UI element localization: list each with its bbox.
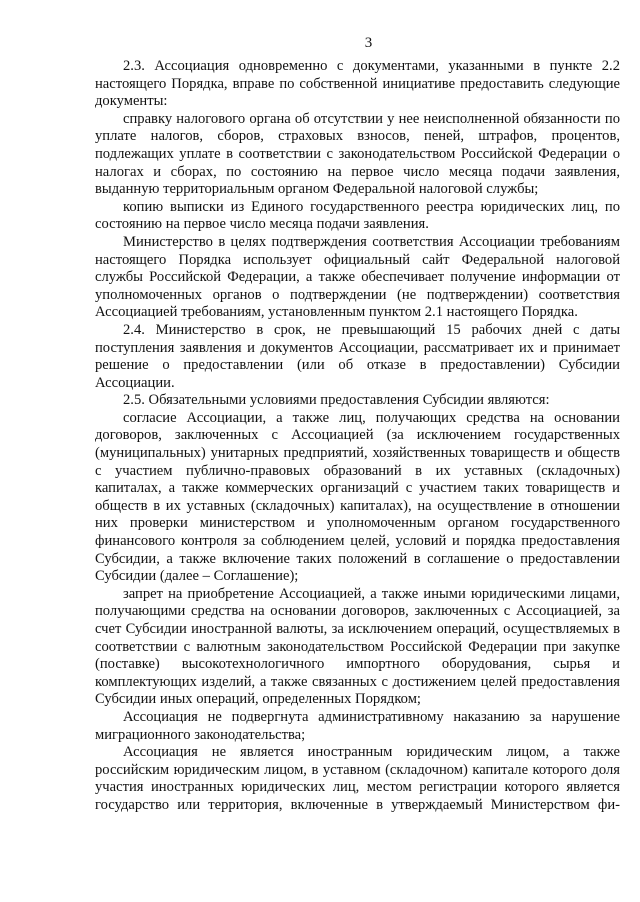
paragraph-currency-prohibition: запрет на приобретение Ассоциацией, а также иными юридическими лицами, получающими средства на основании договоров, заключенных с Ассоциацией, за счет Субсидии иностранной валюты, за исключением операций, осуществляемых в соответствии с валютным законодательством Российской Федерации при закупке (поставке) высокотехнологичного импортного оборудования, сырья и комплектующих изделий, а также связанных с достижением целей предоставления Субсидии иных операций, определенных Порядком; <box>95 585 620 708</box>
paragraph-migration-condition: Ассоциация не подвергнута административному наказанию за нарушение миграционного законодательства; <box>95 708 620 743</box>
document-body <box>95 58 620 815</box>
paragraph-2-3: 2.3. Ассоциация одновременно с документами, указанными в пункте 2.2 настоящего Порядка, вправе по собственной инициативе предоставить следующие документы: <box>95 58 620 110</box>
paragraph-2-5: 2.5. Обязательными условиями предоставления Субсидии являются: <box>123 392 550 409</box>
paragraph-registry-extract: копию выписки из Единого государственного реестра юридических лиц, по состоянию на первое число месяца подачи заявления. <box>95 198 620 233</box>
paragraph-consent-condition: согласие Ассоциации, а также лиц, получающих средства на основании договоров, заключенных с Ассоциацией (за исключением государственных (муниципальных) унитарных предприятий, хозяйственных товариществ и обществ с участием публично-правовых образований в их уставных (складочных) капиталах, а также коммерческих организаций с участием таких товариществ и обществ в их уставных (складочных) капиталах), на осуществление в отношении них проверки министерством и уполномоченным органом государственного финансового контроля за соблюдением целей, условий и порядка предоставления Субсидии, а также включение таких положений в соглашение о предоставлении Субсидии (далее – Соглашение); <box>95 409 620 585</box>
page-number: 3 <box>364 35 373 51</box>
paragraph-2-4: 2.4. Министерство в срок, не превышающий 15 рабочих дней с даты поступления заявления и документов Ассоциации, рассматривает их и принимает решение о предоставлении (или об отказе в предоставлении) Субсидии Ассоциации. <box>95 321 620 391</box>
paragraph-foreign-entity-condition: Ассоциация не является иностранным юридическим лицом, а также российским юридическим лицом, в уставном (складочном) капитале которого доля участия иностранных юридических лиц, местом регистрации которого является государство или территория, включенные в утверждаемый Министерством фи- <box>95 744 620 813</box>
paragraph-tax-certificate: справку налогового органа об отсутствии у нее неисполненной обязанности по уплате налогов, сборов, страховых взносов, пеней, штрафов, процентов, подлежащих уплате в соответствии с законодательством Российской Федерации о налогах и сборах, по состоянию на первое число месяца подачи заявления, выданную территориальным органом Федеральной налоговой службы; <box>95 110 620 198</box>
paragraph-ministry-verification: Министерство в целях подтверждения соответствия Ассоциации требованиям настоящего Порядка использует официальный сайт Федеральной налоговой службы Российской Федерации, а также обеспечивает получение информации от уполномоченных органов о подтверждении (не подтверждении) соответствия Ассоциацией требованиям, установленным пунктом 2.1 настоящего Порядка. <box>95 233 620 321</box>
